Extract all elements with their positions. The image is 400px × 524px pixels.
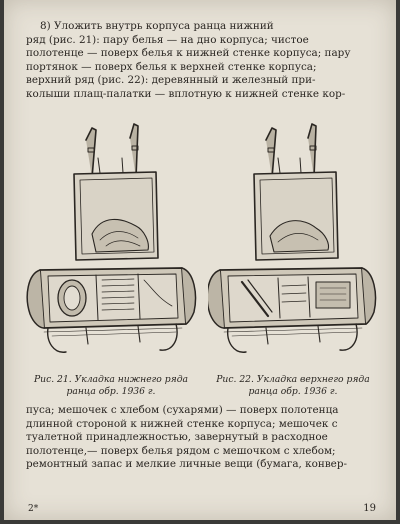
paragraph-top [26, 20, 382, 102]
figure-21-caption [21, 374, 201, 397]
text-line: ремонтный запас и мелкие личные вещи (бумага, конвер- [26, 458, 347, 471]
figure-22-caption [203, 374, 383, 397]
caption-line: ранца обр. 1936 г. [66, 385, 156, 397]
text-line: ряд (рис. 21): пару белья — на дно корпуса; чистое [26, 33, 309, 46]
text-line: пуса; мешочек с хлебом (сухарями) — поверх полотенца [26, 404, 339, 416]
figure-21-illustration [26, 118, 198, 372]
text-line: туалетной принадлежностью, завернутый в расходное [26, 431, 328, 444]
caption-line: ранца обр. 1936 г. [248, 385, 338, 397]
caption-line: Рис. 21. Укладка нижнего ряда [33, 374, 189, 385]
signature-mark: 2* [28, 504, 39, 514]
text-line: 8) Уложить внутрь корпуса ранца нижний [40, 20, 274, 32]
text-line: полотенце — поверх белья к нижней стенке корпуса; пару [26, 47, 351, 60]
book-page [4, 0, 396, 520]
caption-line: Рис. 22. Укладка верхнего ряда [216, 374, 370, 385]
paragraph-bottom [26, 404, 382, 472]
figure-22-illustration [208, 118, 380, 372]
text-line: верхний ряд (рис. 22): деревянный и железный при- [26, 74, 316, 87]
page-number: 19 [363, 503, 376, 514]
text-line: полотенце,— поверх белья рядом с мешочком с хлебом; [26, 444, 336, 457]
text-line: длинной стороной к нижней стенке корпуса; мешочек с [26, 417, 338, 430]
text-line: колыши плащ-палатки — вплотную к нижней стенке кор- [26, 87, 346, 100]
text-line: портянок — поверх белья к верхней стенке корпуса; [26, 60, 317, 73]
